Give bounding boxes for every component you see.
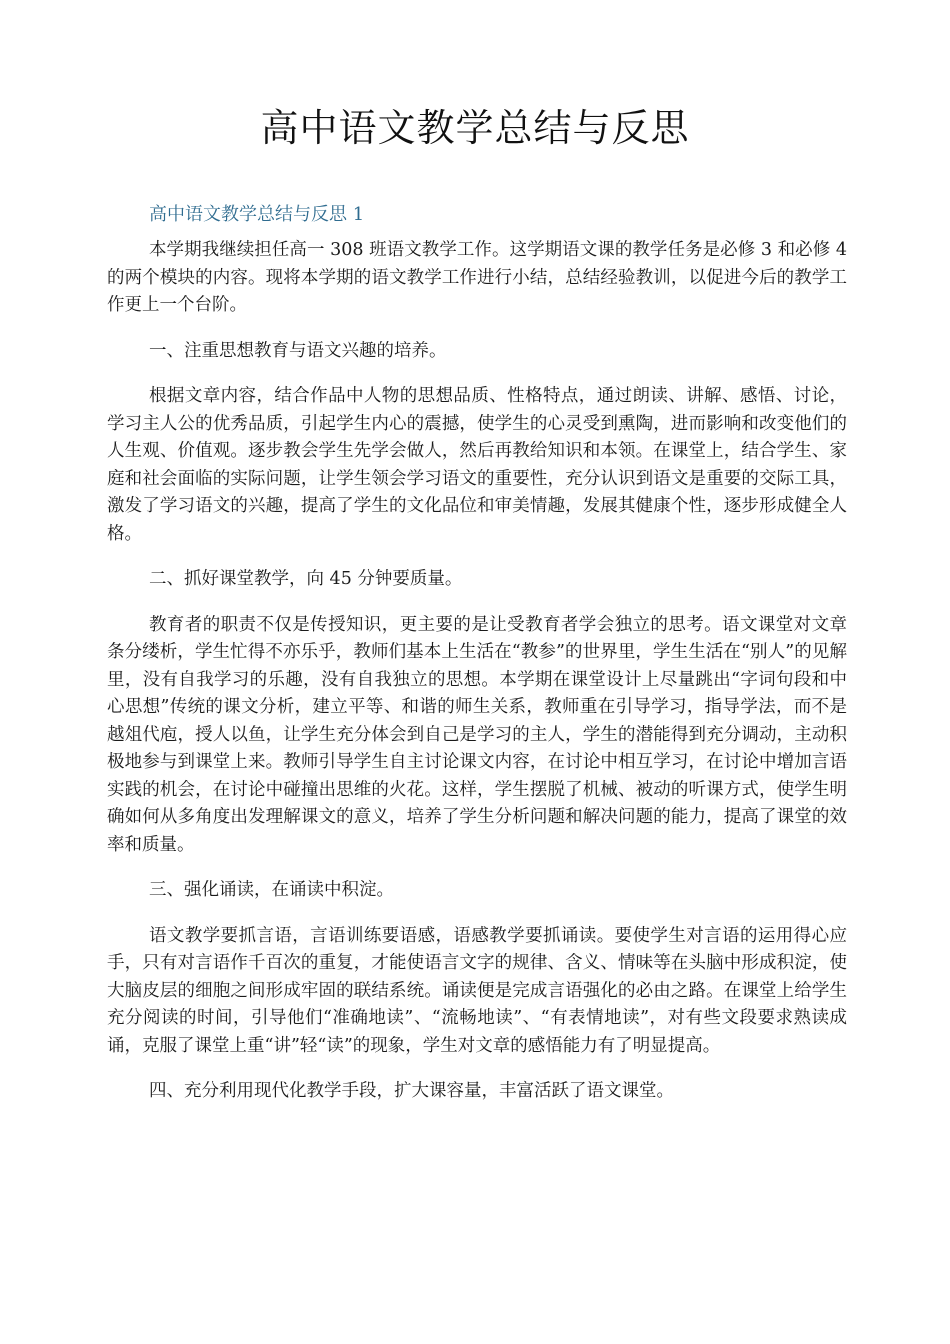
heading-section-4: 四、充分利用现代化教学手段，扩大课容量，丰富活跃了语文课堂。 — [149, 1081, 674, 1101]
paragraph-section-1: 根据文章内容，结合作品中人物的思想品质、性格特点，通过朗读、讲解、感悟、讨论，学习主人公的优秀品质，引起学生内心的震撼，使学生的心灵受到熏陶，进而影响和改变他们的人生观、价值观。逐步教会学生先学会做人，然后再教给知识和本领。在课堂上，结合学生、家庭和社会面临的实际问题，让学生领会学习语文的重要性，充分认识到语文是重要的交际工具，激发了学习语文的兴趣，提高了学生的文化品位和审美情趣，发展其健康个性，逐步形成健全人格。 — [107, 386, 847, 544]
heading-section-2: 二、抓好课堂教学，向 45 分钟要质量。 — [149, 569, 463, 589]
paragraph-intro: 本学期我继续担任高一 308 班语文教学工作。这学期语文课的教学任务是必修 3 和必修 4 的两个模块的内容。现将本学期的语文教学工作进行小结，总结经验教训，以促进今后的教学工作更上一个台阶。 — [107, 240, 847, 315]
paragraph-section-2: 教育者的职责不仅是传授知识，更主要的是让受教育者学会独立的思考。语文课堂对文章条分缕析，学生忙得不亦乐乎，教师们基本上生活在“教参”的世界里，学生生活在“别人”的见解里，没有自我学习的乐趣，没有自我独立的思想。本学期在课堂设计上尽量跳出“字词句段和中心思想”传统的课文分析，建立平等、和谐的师生关系，教师重在引导学习，指导学法，而不是越俎代庖，授人以鱼，让学生充分体会到自己是学习的主人，学生的潜能得到充分调动，主动积极地参与到课堂上来。教师引导学生自主讨论课文内容，在讨论中相互学习，在讨论中增加言语实践的机会，在讨论中碰撞出思维的火花。这样，学生摆脱了机械、被动的听课方式，使学生明确如何从多角度出发理解课文的意义，培养了学生分析问题和解决问题的能力，提高了课堂的效率和质量。 — [107, 614, 847, 855]
document-body — [107, 237, 847, 1124]
document-title: 高中语文教学总结与反思 — [260, 106, 690, 150]
section-subtitle: 高中语文教学总结与反思 1 — [149, 204, 365, 225]
heading-section-1: 一、注重思想教育与语文兴趣的培养。 — [149, 340, 447, 361]
paragraph-section-3: 语文教学要抓言语，言语训练要语感，语感教学要抓诵读。要使学生对言语的运用得心应手，只有对言语作千百次的重复，才能使语言文字的规律、含义、情味等在头脑中形成积淀，使大脑皮层的细胞之间形成牢固的联结系统。诵读便是完成言语强化的必由之路。在课堂上给学生充分阅读的时间，引导他们“准确地读”、“流畅地读”、“有表情地读”，对有些文段要求熟读成诵，克服了课堂上重“讲”轻“读”的现象，学生对文章的感悟能力有了明显提高。 — [107, 925, 847, 1056]
heading-section-3: 三、强化诵读，在诵读中积淀。 — [149, 880, 394, 900]
